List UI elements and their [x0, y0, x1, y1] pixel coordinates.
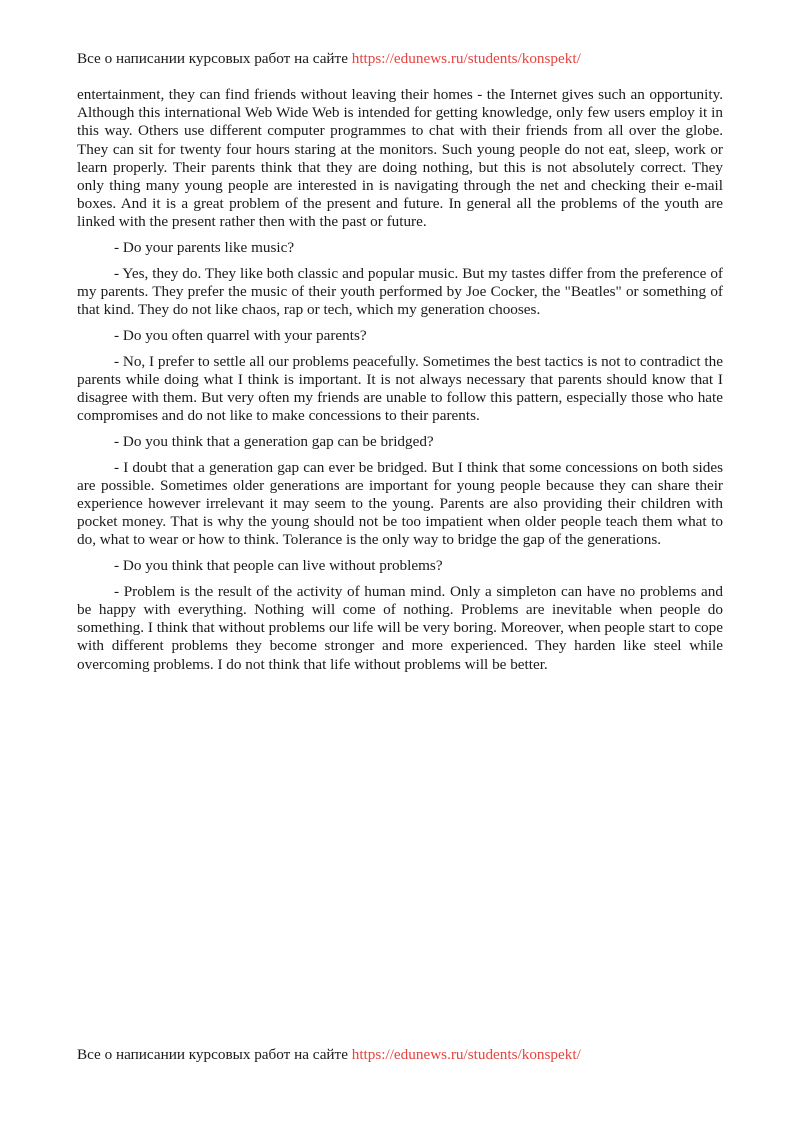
footer-link[interactable]: https://edunews.ru/students/konspekt/: [351, 1046, 581, 1063]
answer-quarrel: - No, I prefer to settle all our problems peacefully. Sometimes the best tactics is not to contradict the parents while doing what I think is important. It is not always necessary that parents should know that I disagree with them. But very often my friends are unable to follow this pattern, especially those who hate compromises and do not like to make concessions to their parents.: [77, 352, 723, 425]
header-text: Все о написании курсовых работ на сайте: [77, 50, 352, 67]
page-header: [77, 49, 581, 69]
answer-music: - Yes, they do. They like both classic and popular music. But my tastes differ from the preference of my parents. They prefer the music of their youth performed by Joe Cocker, the "Beatles" or something of that kind. They do not like chaos, rap or tech, which my generation chooses.: [77, 264, 723, 319]
question-music: - Do your parents like music?: [114, 239, 295, 257]
paragraph-internet: entertainment, they can find friends without leaving their homes - the Internet gives such an opportunity. Although this international Web Wide Web is intended for getting knowledge, only few users employ it in this way. Others use different computer programmes to chat with their friends from all over the globe. They can sit for twenty four hours staring at the monitors. Such young people do not eat, sleep, work or learn properly. Their parents think that they are doing nothing, but this is not absolutely correct. They only thing many young people are interested in is navigating through the net and checking their e-mail boxes. And it is a great problem of the present and future. In general all the problems of the youth are linked with the present rather then with the past or future.: [77, 86, 723, 231]
page-footer: [77, 1045, 581, 1065]
question-problems: - Do you think that people can live without problems?: [114, 557, 443, 575]
footer-text: Все о написании курсовых работ на сайте: [77, 1046, 352, 1063]
question-generation-gap: - Do you think that a generation gap can be bridged?: [114, 432, 434, 450]
header-link[interactable]: https://edunews.ru/students/konspekt/: [351, 50, 581, 67]
question-quarrel: - Do you often quarrel with your parents?: [114, 326, 367, 344]
answer-problems: - Problem is the result of the activity of human mind. Only a simpleton can have no problems and be happy with everything. Nothing will come of nothing. Problems are inevitable when people do something. I think that without problems our life will be very boring. Moreover, when people start to cope with different problems they become stronger and more experienced. They harden like steel while overcoming problems. I do not think that life without problems will be better.: [77, 582, 723, 673]
document-body: [77, 86, 723, 681]
answer-generation-gap: - I doubt that a generation gap can ever be bridged. But I think that some concessions on both sides are possible. Sometimes older generations are important for young people because they can share their experience however irrelevant it may seem to the young. Parents are also providing their children with pocket money. That is why the young should not be too impatient when older people teach them what to do, what to wear or how to think. Tolerance is the only way to bridge the gap of the generations.: [77, 458, 723, 549]
